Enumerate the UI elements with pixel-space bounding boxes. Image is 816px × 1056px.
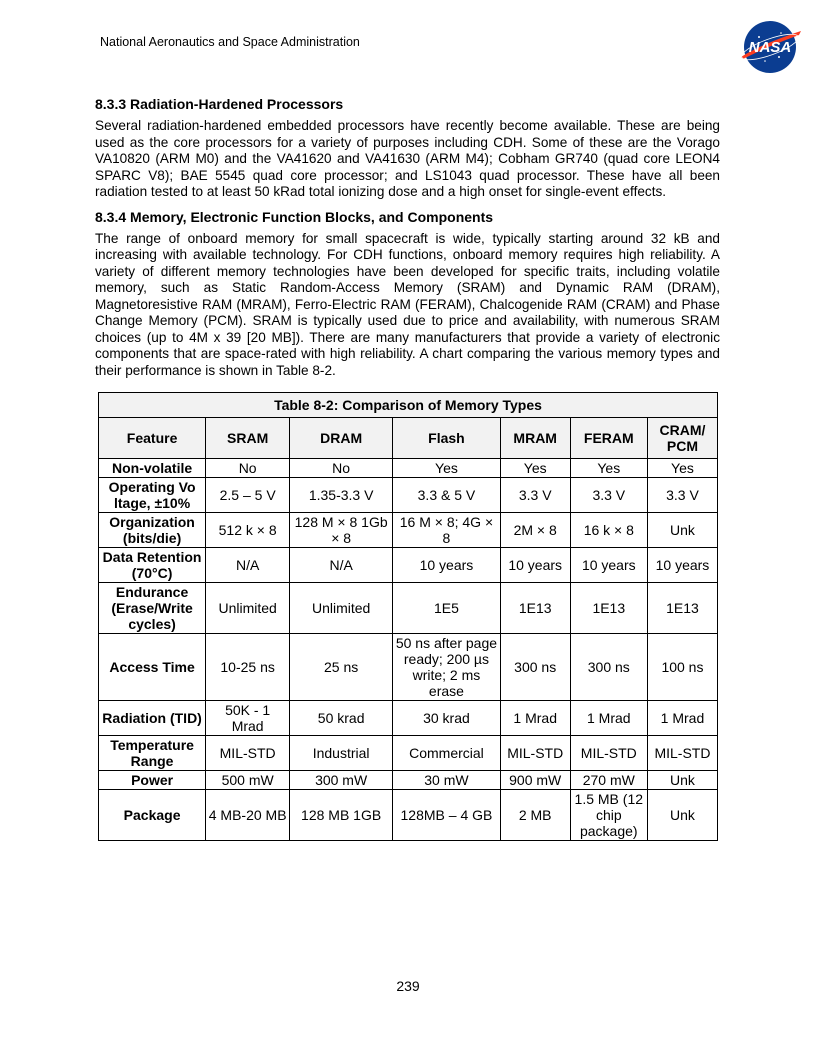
table-header-cell: SRAM <box>206 418 290 459</box>
table-cell: 128 MB 1GB <box>290 790 393 841</box>
table-cell: 3.3 & 5 V <box>393 478 501 513</box>
table-cell: 300 ns <box>500 634 570 701</box>
table-row <box>99 459 718 478</box>
table-cell: 16 k × 8 <box>570 513 647 548</box>
table-header-cell: Flash <box>393 418 501 459</box>
table-header-cell: DRAM <box>290 418 393 459</box>
table-row <box>99 478 718 513</box>
table-cell: 1 Mrad <box>647 701 717 736</box>
table-row <box>99 701 718 736</box>
page-number: 239 <box>396 978 420 994</box>
table-cell-feature: Temperature Range <box>99 736 206 771</box>
table-cell: 500 mW <box>206 771 290 790</box>
table-cell-feature: Radiation (TID) <box>99 701 206 736</box>
table-cell: 128 M × 8 1Gb × 8 <box>290 513 393 548</box>
table-cell: 50K - 1 Mrad <box>206 701 290 736</box>
table-cell: Unlimited <box>290 583 393 634</box>
section-title-memory: 8.3.4 Memory, Electronic Function Blocks, and Components <box>95 208 494 225</box>
table-cell: Yes <box>393 459 501 478</box>
table-cell: 270 mW <box>570 771 647 790</box>
table-cell: 25 ns <box>290 634 393 701</box>
table-header-cell: CRAM/ PCM <box>647 418 717 459</box>
table-cell: 10-25 ns <box>206 634 290 701</box>
table-cell: 1 Mrad <box>500 701 570 736</box>
table-cell: 1E13 <box>500 583 570 634</box>
table-cell: 10 years <box>500 548 570 583</box>
table-cell: 300 ns <box>570 634 647 701</box>
table-cell: Yes <box>570 459 647 478</box>
table-cell: 30 mW <box>393 771 501 790</box>
memory-comparison-table <box>98 392 718 841</box>
table-cell: MIL-STD <box>570 736 647 771</box>
table-cell: Unk <box>647 513 717 548</box>
table-cell: Commercial <box>393 736 501 771</box>
table-cell: 2M × 8 <box>500 513 570 548</box>
section-body-processors: Several radiation-hardened embedded processors have recently become available. These are being used as the core processors for a variety of purposes including CDH. Some of these are the Vorago VA10820 (ARM M0) and the VA41620 and VA41630 (ARM M4); Cobham GR740 (quad core LEON4 SPARC V8); BAE 5545 quad core processor; and LS1043 quad processor. These have all been radiation tested to at least 50 kRad total ionizing dose and a high onset for single-event effects. <box>95 118 720 199</box>
table-cell: MIL-STD <box>206 736 290 771</box>
table-cell: Unk <box>647 771 717 790</box>
table-cell: 1E13 <box>647 583 717 634</box>
table-cell: 900 mW <box>500 771 570 790</box>
table-header-cell: MRAM <box>500 418 570 459</box>
page-content <box>95 96 720 841</box>
table-row <box>99 634 718 701</box>
table-cell: 50 ns after page ready; 200 µs write; 2 ms erase <box>393 634 501 701</box>
table-cell: Yes <box>647 459 717 478</box>
table-cell: 1.5 MB (12 chip package) <box>570 790 647 841</box>
table-cell: 100 ns <box>647 634 717 701</box>
table-cell: 3.3 V <box>570 478 647 513</box>
table-cell-feature: Non-volatile <box>99 459 206 478</box>
table-cell: Unlimited <box>206 583 290 634</box>
table-cell: No <box>290 459 393 478</box>
table-cell: Yes <box>500 459 570 478</box>
table-cell: N/A <box>206 548 290 583</box>
table-cell-feature: Endurance (Erase/Write cycles) <box>99 583 206 634</box>
table-cell: 512 k × 8 <box>206 513 290 548</box>
table-cell: 1.35-3.3 V <box>290 478 393 513</box>
table-cell: MIL-STD <box>500 736 570 771</box>
table-row <box>99 736 718 771</box>
section-body-memory: The range of onboard memory for small spacecraft is wide, typically starting around 32 kB and increasing with available technology. For CDH functions, onboard memory requires high reliability. A variety of different memory technologies have been developed for specific traits, including volatile memory, such as Static Random-Access Memory (SRAM) and Dynamic RAM (DRAM), Magnetoresistive RAM (MRAM), Ferro-Electric RAM (FERAM), Chalcogenide RAM (CRAM) and Phase Change Memory (PCM). SRAM is typically used due to price and availability, with numerous SRAM choices (up to 4M x 39 [20 MB]). There are many manufacturers that provide a variety of electronic components that are space-rated with high reliability. A chart comparing the various memory types and their performance is shown in Table 8-2. <box>95 230 720 378</box>
table-cell: 16 M × 8; 4G × 8 <box>393 513 501 548</box>
table-cell: Unk <box>647 790 717 841</box>
table-cell-feature: Organization (bits/die) <box>99 513 206 548</box>
table-row <box>99 771 718 790</box>
table-cell: 2.5 – 5 V <box>206 478 290 513</box>
table-cell: 10 years <box>570 548 647 583</box>
table-cell: No <box>206 459 290 478</box>
table-header-cell: FERAM <box>570 418 647 459</box>
table-row <box>99 583 718 634</box>
table-cell: 50 krad <box>290 701 393 736</box>
table-cell-feature: Package <box>99 790 206 841</box>
nasa-logo-icon <box>737 17 803 77</box>
table-cell: 1E13 <box>570 583 647 634</box>
table-row <box>99 513 718 548</box>
table-header-cell: Feature <box>99 418 206 459</box>
table-cell: 3.3 V <box>647 478 717 513</box>
table-cell: 300 mW <box>290 771 393 790</box>
table-cell: 10 years <box>647 548 717 583</box>
table-row <box>99 790 718 841</box>
table-cell-feature: Power <box>99 771 206 790</box>
table-row <box>99 548 718 583</box>
table-cell-feature: Access Time <box>99 634 206 701</box>
table-cell: 1 Mrad <box>570 701 647 736</box>
table-cell: MIL-STD <box>647 736 717 771</box>
table-cell: 30 krad <box>393 701 501 736</box>
table-cell: 1E5 <box>393 583 501 634</box>
table-cell: 3.3 V <box>500 478 570 513</box>
table-cell: 2 MB <box>500 790 570 841</box>
table-header-row <box>99 418 718 459</box>
table-cell: 128MB – 4 GB <box>393 790 501 841</box>
table-cell-feature: Operating Vo ltage, ±10% <box>99 478 206 513</box>
table-cell: N/A <box>290 548 393 583</box>
table-cell-feature: Data Retention (70°C) <box>99 548 206 583</box>
section-title-processors: 8.3.3 Radiation-Hardened Processors <box>95 96 344 112</box>
table-caption: Table 8-2: Comparison of Memory Types <box>99 393 718 418</box>
nasa-logo-text: NASA <box>748 39 792 56</box>
table-cell: 4 MB-20 MB <box>206 790 290 841</box>
table-cell: 10 years <box>393 548 501 583</box>
table-cell: Industrial <box>290 736 393 771</box>
header-organization: National Aeronautics and Space Administration <box>100 35 360 49</box>
